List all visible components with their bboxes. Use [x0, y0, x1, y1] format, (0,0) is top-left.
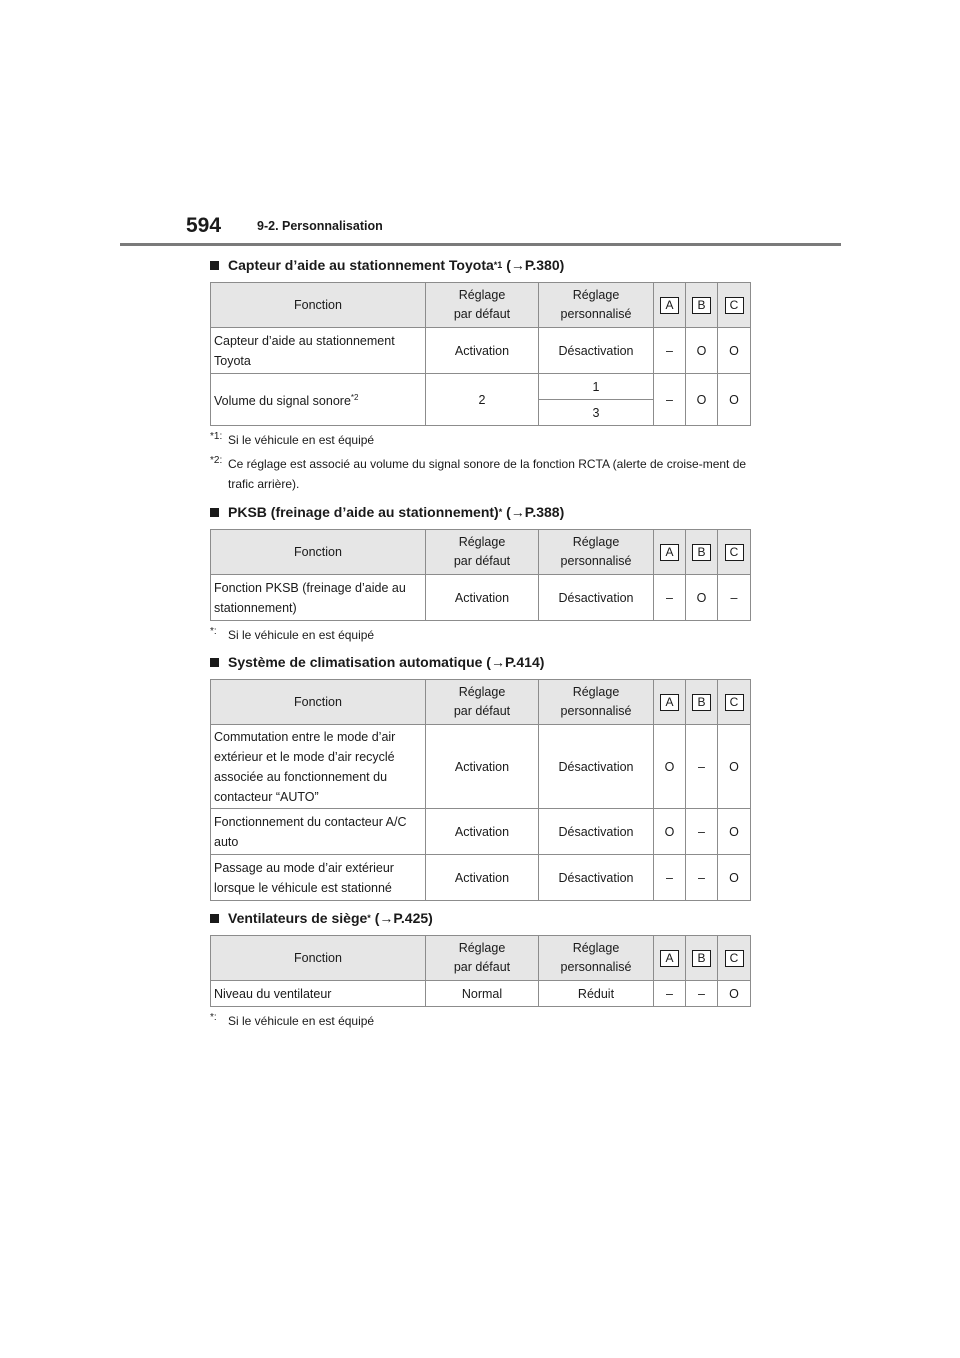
header-b: B — [686, 936, 718, 981]
table-row — [211, 374, 751, 400]
page-reference[interactable]: (→P.388) — [506, 504, 565, 520]
cell-c: O — [718, 725, 751, 809]
cell-custom: 1 — [539, 374, 654, 400]
cell-c: O — [718, 328, 751, 374]
cell-a: – — [654, 855, 686, 901]
header-c: C — [718, 680, 751, 725]
header-default: Réglage par défaut — [426, 530, 539, 575]
cell-default: Activation — [426, 575, 539, 621]
header-rule — [120, 243, 841, 246]
header-c: C — [718, 530, 751, 575]
cell-default: Normal — [426, 981, 539, 1007]
header-custom: Réglage personnalisé — [539, 680, 654, 725]
header-c: C — [718, 936, 751, 981]
cell-a: O — [654, 725, 686, 809]
page-number: 594 — [186, 214, 222, 237]
cell-fonction: Niveau du ventilateur — [211, 981, 426, 1007]
header-a: A — [654, 680, 686, 725]
settings-table — [210, 935, 751, 1007]
cell-b: O — [686, 328, 718, 374]
square-bullet-icon — [210, 914, 219, 923]
header-a: A — [654, 530, 686, 575]
cell-c: O — [718, 809, 751, 855]
cell-b: O — [686, 575, 718, 621]
table-row — [211, 575, 751, 621]
header-b: B — [686, 530, 718, 575]
cell-fonction: Fonctionnement du contacteur A/C auto — [211, 809, 426, 855]
header-b: B — [686, 680, 718, 725]
cell-a: – — [654, 981, 686, 1007]
section-title: Capteur d’aide au stationnement Toyota *1 (→P.380) — [210, 257, 770, 273]
section-title: Système de climatisation automatique (→P.414) — [210, 654, 770, 670]
page-reference[interactable]: (→P.414) — [486, 654, 545, 670]
cell-fonction: Commutation entre le mode d’air extérieur et le mode d’air recyclé associée au fonctionnement du contacteur “AUTO” — [211, 725, 426, 809]
cell-b: – — [686, 855, 718, 901]
cell-default: Activation — [426, 809, 539, 855]
section-seat-ventilators — [210, 910, 770, 1031]
settings-table — [210, 679, 751, 901]
cell-c: – — [718, 575, 751, 621]
cell-default: Activation — [426, 855, 539, 901]
header-custom: Réglage personnalisé — [539, 530, 654, 575]
chapter-title: 9-2. Personnalisation — [257, 219, 383, 233]
header-default: Réglage par défaut — [426, 680, 539, 725]
header-default: Réglage par défaut — [426, 283, 539, 328]
cell-default: Activation — [426, 725, 539, 809]
cell-custom: Réduit — [539, 981, 654, 1007]
footnote: *1: Si le véhicule en est équipé — [210, 431, 375, 447]
section-title: PKSB (freinage d’aide au stationnement) * (→P.388) — [210, 504, 770, 520]
settings-table — [210, 529, 751, 621]
header-default: Réglage par défaut — [426, 936, 539, 981]
header-b: B — [686, 283, 718, 328]
cell-fonction: Capteur d’aide au stationnement Toyota — [211, 328, 426, 374]
square-bullet-icon — [210, 658, 219, 667]
header-custom: Réglage personnalisé — [539, 283, 654, 328]
table-row — [211, 855, 751, 901]
cell-a: – — [654, 374, 686, 426]
cell-fonction: Fonction PKSB (freinage d’aide au stationnement) — [211, 575, 426, 621]
cell-b: O — [686, 374, 718, 426]
cell-fonction: Passage au mode d’air extérieur lorsque le véhicule est stationné — [211, 855, 426, 901]
table-row — [211, 809, 751, 855]
cell-custom: Désactivation — [539, 328, 654, 374]
header-a: A — [654, 283, 686, 328]
cell-fonction: Volume du signal sonore$^{*2}$ — [211, 374, 426, 426]
header-fonction: Fonction — [211, 530, 426, 575]
page-reference[interactable]: (→P.425) — [374, 910, 433, 926]
square-bullet-icon — [210, 508, 219, 517]
square-bullet-icon — [210, 261, 219, 270]
footnote: *: Si le véhicule en est équipé — [210, 626, 375, 642]
header-fonction: Fonction — [211, 936, 426, 981]
section-parking-sensor — [210, 257, 770, 494]
cell-c: O — [718, 981, 751, 1007]
section-title: Ventilateurs de siège * (→P.425) — [210, 910, 770, 926]
cell-c: O — [718, 855, 751, 901]
cell-custom: Désactivation — [539, 809, 654, 855]
section-pksb — [210, 504, 770, 645]
cell-custom: 3 — [539, 400, 654, 426]
header-fonction: Fonction — [211, 680, 426, 725]
table-row — [211, 725, 751, 809]
cell-custom: Désactivation — [539, 855, 654, 901]
cell-custom: Désactivation — [539, 575, 654, 621]
cell-default: Activation — [426, 328, 539, 374]
header-fonction: Fonction — [211, 283, 426, 328]
cell-a: O — [654, 809, 686, 855]
table-row — [211, 328, 751, 374]
cell-a: – — [654, 328, 686, 374]
page-reference[interactable]: (→P.380) — [506, 257, 565, 273]
header-c: C — [718, 283, 751, 328]
cell-custom: Désactivation — [539, 725, 654, 809]
header-a: A — [654, 936, 686, 981]
footnote: *: Si le véhicule en est équipé — [210, 1012, 375, 1028]
cell-b: – — [686, 809, 718, 855]
header-custom: Réglage personnalisé — [539, 936, 654, 981]
cell-default: 2 — [426, 374, 539, 426]
settings-table — [210, 282, 751, 426]
cell-b: – — [686, 981, 718, 1007]
section-climate — [210, 654, 770, 901]
cell-b: – — [686, 725, 718, 809]
cell-a: – — [654, 575, 686, 621]
cell-c: O — [718, 374, 751, 426]
footnote: *2: Ce réglage est associé au volume du signal sonore de la fonction RCTA (alerte de croise-ment de trafic arrière). — [210, 455, 747, 491]
table-row — [211, 981, 751, 1007]
